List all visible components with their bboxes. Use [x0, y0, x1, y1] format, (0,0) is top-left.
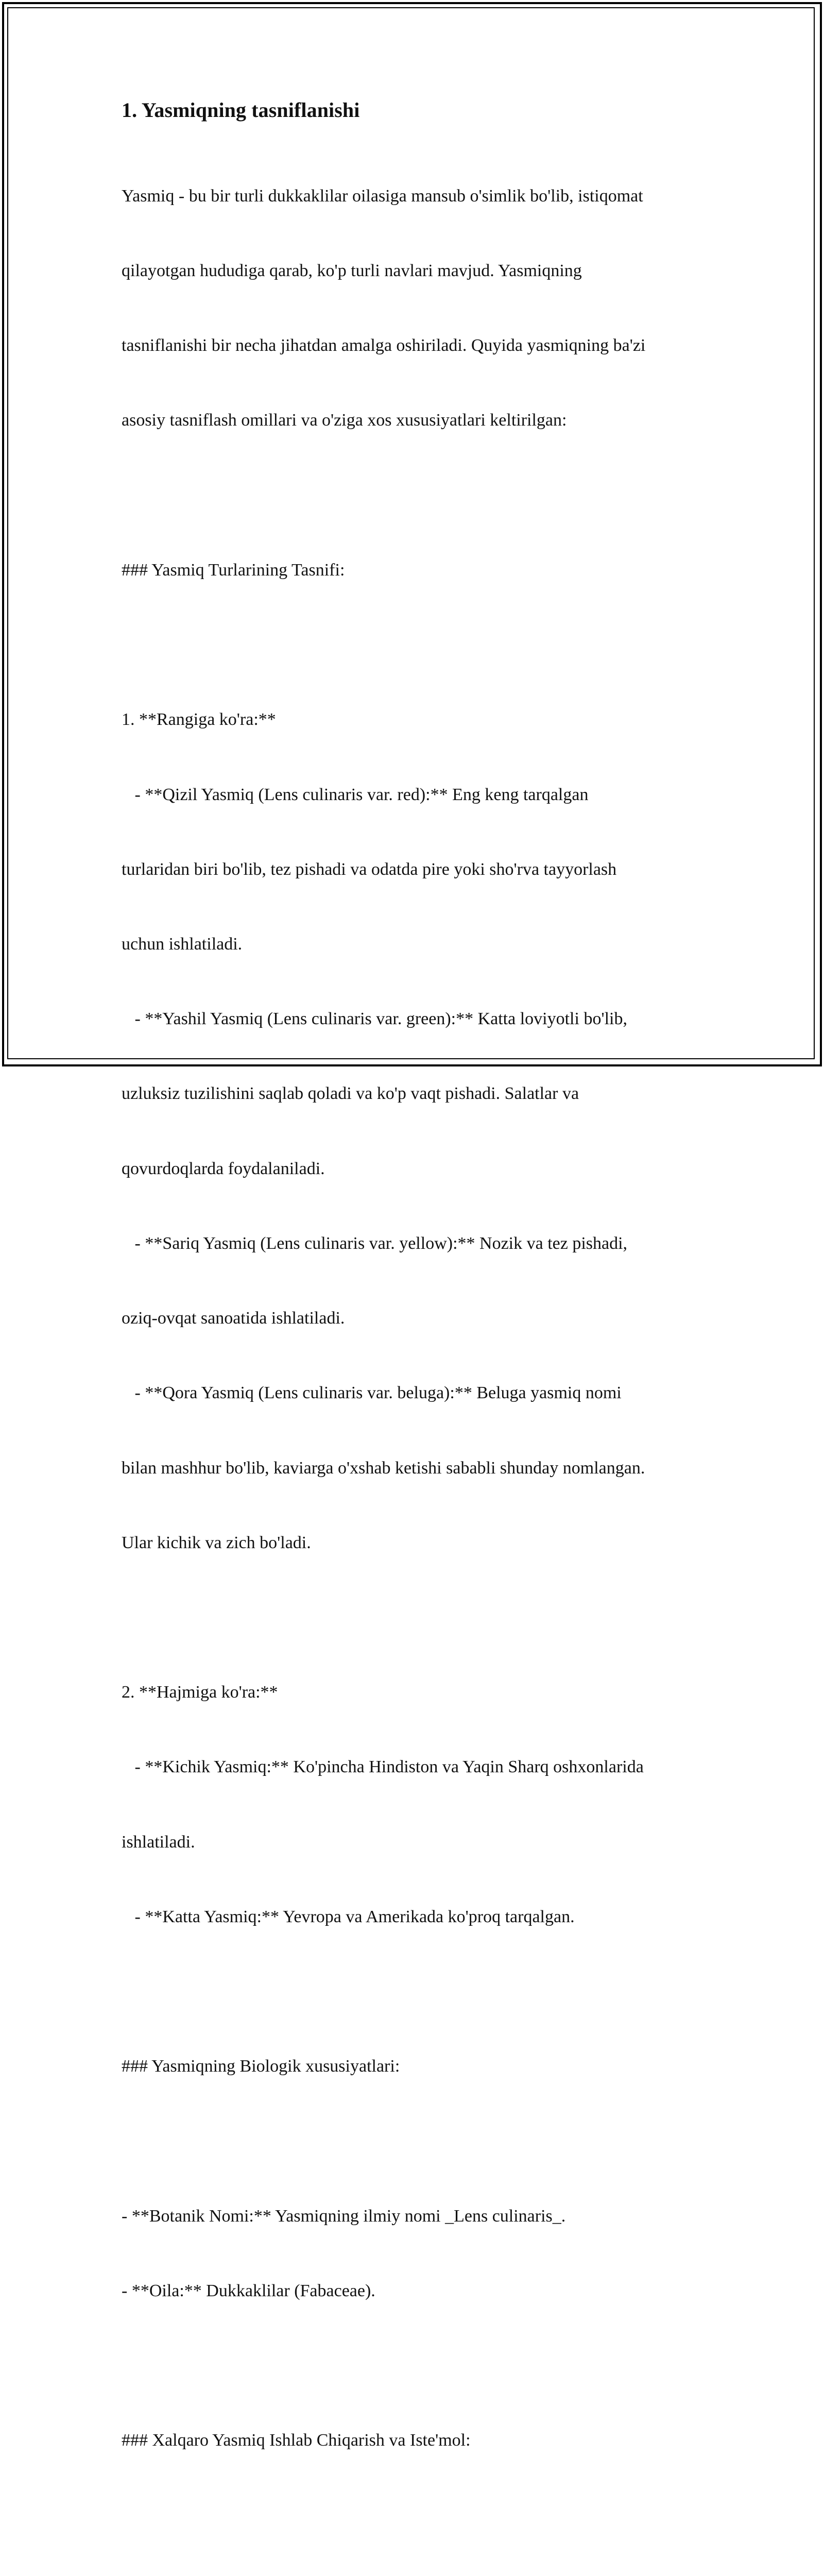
text-line: Yasmiq - bu bir turli dukkaklilar oilasiga mansub o'simlik bo'lib, istiqomat — [122, 186, 643, 206]
blank-line — [122, 483, 702, 508]
blank-line — [122, 2129, 702, 2154]
text-line: - **Sariq Yasmiq (Lens culinaris var. yellow):** Nozik va tez pishadi, — [122, 1233, 628, 1253]
text-line: uchun ishlatiladi. — [122, 935, 243, 954]
text-line: - **Yashil Yasmiq (Lens culinaris var. green):** Katta loviyotli bo'lib, — [122, 1009, 627, 1029]
text-line: - **Qora Yasmiq (Lens culinaris var. beluga):** Beluga yasmiq nomi — [122, 1383, 622, 1403]
document-title: 1. Yasmiqning tasniflanishi — [122, 98, 360, 122]
document-page — [122, 96, 702, 2576]
section-heading-line: ### Xalqaro Yasmiq Ishlab Chiqarish va Iste'mol: — [122, 2431, 471, 2450]
text-line: uzluksiz tuzilishini saqlab qoladi va ko'p vaqt pishadi. Salatlar va — [122, 1084, 579, 1104]
text-line: - **Oila:** Dukkaklilar (Fabaceae). — [122, 2281, 375, 2300]
text-line: - **Kichik Yasmiq:** Ko'pincha Hindiston va Yaqin Sharq oshxonlarida — [122, 1757, 644, 1777]
text-line: turlaridan biri bo'lib, tez pishadi va odatda pire yoki sho'rva tayyorlash — [122, 859, 617, 879]
section-heading-line: ### Yasmiqning Biologik xususiyatlari: — [122, 2057, 400, 2076]
document-body — [122, 134, 702, 2576]
list-heading-line: 2. **Hajmiga ko'ra:** — [122, 1683, 278, 1702]
blank-line — [122, 1979, 702, 2004]
blank-line — [122, 2503, 702, 2528]
text-line: qilayotgan hududiga qarab, ko'p turli navlari mavjud. Yasmiqning — [122, 261, 582, 281]
section-heading-line: ### Yasmiq Turlarining Tasnifi: — [122, 560, 345, 580]
text-line: ishlatiladi. — [122, 1832, 195, 1852]
text-line: - **Katta Yasmiq:** Yevropa va Amerikada ko'proq tarqalgan. — [122, 1907, 575, 1926]
list-heading-line: 1. **Rangiga ko'ra:** — [122, 710, 276, 730]
blank-line — [122, 1605, 702, 1630]
text-line: qovurdoqlarda foydalaniladi. — [122, 1159, 325, 1178]
text-line: - **Botanik Nomi:** Yasmiqning ilmiy nomi _Lens culinaris_. — [122, 2206, 566, 2226]
text-line: bilan mashhur bo'lib, kaviarga o'xshab ketishi sababli shunday nomlangan. — [122, 1458, 645, 1478]
blank-line — [122, 633, 702, 657]
text-line: tasniflanishi bir necha jihatdan amalga oshiriladi. Quyida yasmiqning ba'zi — [122, 336, 646, 355]
blank-line — [122, 2353, 702, 2378]
text-line: Ular kichik va zich bo'ladi. — [122, 1533, 311, 1552]
text-line: - **Qizil Yasmiq (Lens culinaris var. red):** Eng keng tarqalgan — [122, 785, 589, 804]
text-line: asosiy tasniflash omillari va o'ziga xos xususiyatlari keltirilgan: — [122, 411, 567, 430]
text-line: oziq-ovqat sanoatida ishlatiladi. — [122, 1309, 345, 1328]
